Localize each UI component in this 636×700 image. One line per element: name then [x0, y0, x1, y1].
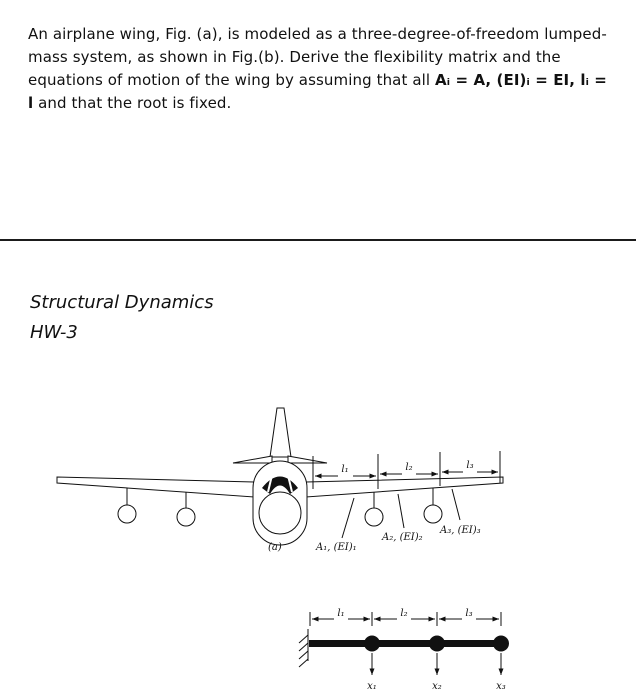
fig-a-segment-1-label: A₁, (EI)₁: [316, 542, 357, 553]
fig-a-segment-2-label: A₂, (EI)₂: [382, 532, 423, 543]
fig-a-caption: (a): [268, 542, 282, 553]
fig-a-dim-l1: l₁: [341, 464, 349, 475]
course-title: Structural Dynamics: [30, 292, 214, 313]
engine-nacelle: [177, 508, 195, 526]
leader-line: [398, 494, 404, 528]
fig-b-coord-x3: x₃: [496, 681, 506, 692]
homework-number: HW-3: [30, 322, 78, 343]
fig-b-dim-l3: l₃: [465, 608, 473, 619]
problem-text-part1: An airplane wing, Fig. (a), is modeled as a three-degree-of-freedom lumped-mass system, as shown in Fig.(b). Derive the flexibility matrix and the equations of motion of the wing by assuming that all: [28, 25, 607, 89]
mass-3: [493, 636, 509, 652]
figure-a-airplane: [57, 408, 503, 553]
left-wing: [57, 477, 254, 497]
hatch-line: [299, 643, 308, 651]
right-wing: [306, 477, 503, 497]
fig-a-dim-l2: l₂: [405, 462, 413, 473]
engine-nacelle: [424, 505, 442, 523]
fig-b-dim-l2: l₂: [400, 608, 408, 619]
engine-nacelle: [365, 508, 383, 526]
problem-text-math: Aᵢ = A, (EI)ᵢ = EI, lᵢ = l: [28, 71, 607, 112]
figure-b-model: [299, 608, 509, 692]
hatch-line: [299, 659, 308, 667]
beam: [309, 640, 503, 647]
fixed-support: [299, 629, 308, 667]
engine-nacelle: [118, 505, 136, 523]
course-header: [30, 288, 214, 348]
mass-2: [429, 636, 445, 652]
figures-canvas: [0, 395, 636, 700]
tailplane-left: [233, 456, 272, 463]
problem-text-part2: and that the root is fixed.: [33, 94, 232, 112]
leader-line: [342, 498, 354, 538]
fig-b-coord-x1: x₁: [367, 681, 377, 692]
leader-line: [452, 489, 460, 520]
hatch-line: [299, 635, 308, 643]
section-divider: [0, 239, 636, 241]
mass-1: [364, 636, 380, 652]
hatch-line: [299, 651, 308, 659]
fuselage-nose: [259, 492, 301, 534]
fig-a-dim-l3: l₃: [466, 460, 474, 471]
fig-a-segment-3-label: A₃, (EI)₃: [440, 525, 481, 536]
fig-b-coord-x2: x₂: [432, 681, 442, 692]
tailplane-right: [288, 456, 327, 463]
displacement-arrows: [372, 653, 501, 675]
tail-fin: [270, 408, 291, 457]
problem-statement: [28, 23, 616, 115]
fig-b-dim-l1: l₁: [337, 608, 345, 619]
